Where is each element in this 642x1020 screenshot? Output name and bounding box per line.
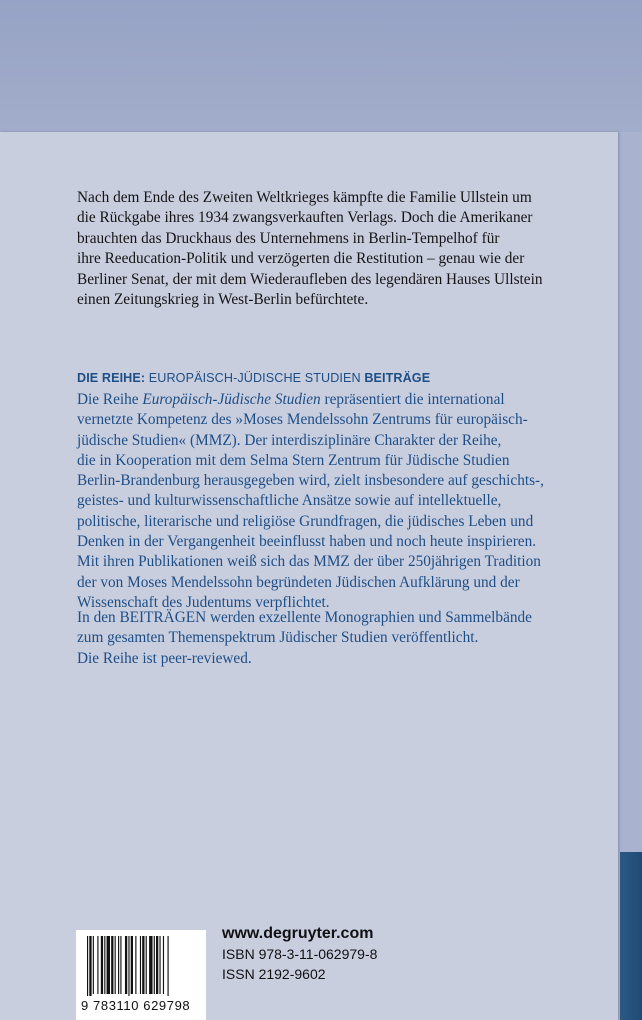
barcode	[76, 930, 206, 1020]
blurb-line: Berliner Senat, der mit dem Wiederaufleben des legendären Hauses Ullstein	[77, 270, 543, 288]
barcode-digits: 9 783110 629798	[81, 998, 191, 1013]
blurb-line: Nach dem Ende des Zweiten Weltkrieges kämpfte die Familie Ullstein um	[77, 189, 532, 206]
publisher-url[interactable]: www.degruyter.com	[222, 925, 374, 942]
blurb-text	[77, 188, 577, 310]
series-heading-name: EUROPÄISCH-JÜDISCHE STUDIEN	[148, 371, 361, 385]
series-line: jüdische Studien« (MMZ). Der interdisziplinäre Charakter der Reihe,	[77, 431, 502, 449]
series-line: die in Kooperation mit dem Selma Stern Zentrum für Jüdische Studien	[77, 451, 510, 469]
blurb-line: die Rückgabe ihres 1934 zwangsverkauften Verlags. Doch die Amerikaner	[77, 209, 533, 227]
series-heading-prefix: DIE REIHE:	[77, 371, 146, 385]
series-title-italic: Europäisch-Jüdische Studien	[142, 391, 321, 408]
blurb-line: brauchten das Druckhaus des Unternehmens in Berlin-Tempelhof für	[77, 229, 500, 247]
top-band	[0, 0, 642, 132]
series-line: In den BEITRÄGEN werden exzellente Monographien und Sammelbände	[77, 609, 532, 626]
series-heading-suffix: BEITRÄGE	[364, 371, 431, 385]
series-line: der von Moses Mendelssohn begründeten Jüdischen Aufklärung und der	[77, 573, 520, 591]
series-line: geistes- und kulturwissenschaftliche Ansätze sowie auf intellektuelle,	[77, 492, 502, 510]
series-line-first	[77, 390, 587, 410]
issn-number: ISSN 2192-9602	[222, 966, 326, 982]
series-line: Berlin-Brandenburg herausgegeben wird, zielt insbesondere auf geschichts-,	[77, 472, 544, 490]
isbn-number: ISBN 978-3-11-062979-8	[222, 946, 378, 962]
series-line: Denken in der Vergangenheit beeinflusst haben und noch heute inspirieren.	[77, 533, 537, 551]
blurb-line: einen Zeitungskrieg in West-Berlin befürchtete.	[77, 291, 369, 309]
series-line: politische, literarische und religiöse Grundfragen, die jüdisches Leben und	[77, 512, 534, 530]
series-first-post: repräsentiert die international	[320, 391, 505, 408]
right-edge-dark-strip	[620, 852, 642, 1020]
series-description	[77, 390, 587, 613]
series-line: vernetzte Kompetenz des »Moses Mendelssohn Zentrums für europäisch-	[77, 411, 528, 429]
series-line: zum gesamten Themenspektrum Jüdischer Studien veröffentlicht.	[77, 629, 479, 647]
series-line: Die Reihe ist peer-reviewed.	[77, 649, 252, 667]
series-contributions-text	[77, 608, 587, 669]
series-first-pre: Die Reihe	[77, 391, 143, 408]
series-line: Mit ihren Publikationen weiß sich das MMZ der über 250jährigen Tradition	[77, 553, 541, 571]
blurb-line: ihre Reeducation-Politik und verzögerten die Restitution – genau wie der	[77, 250, 525, 268]
barcode-bars	[87, 936, 195, 996]
series-heading	[77, 371, 430, 385]
series-line: Wissenschaft des Judentums verpflichtet.	[77, 593, 330, 611]
